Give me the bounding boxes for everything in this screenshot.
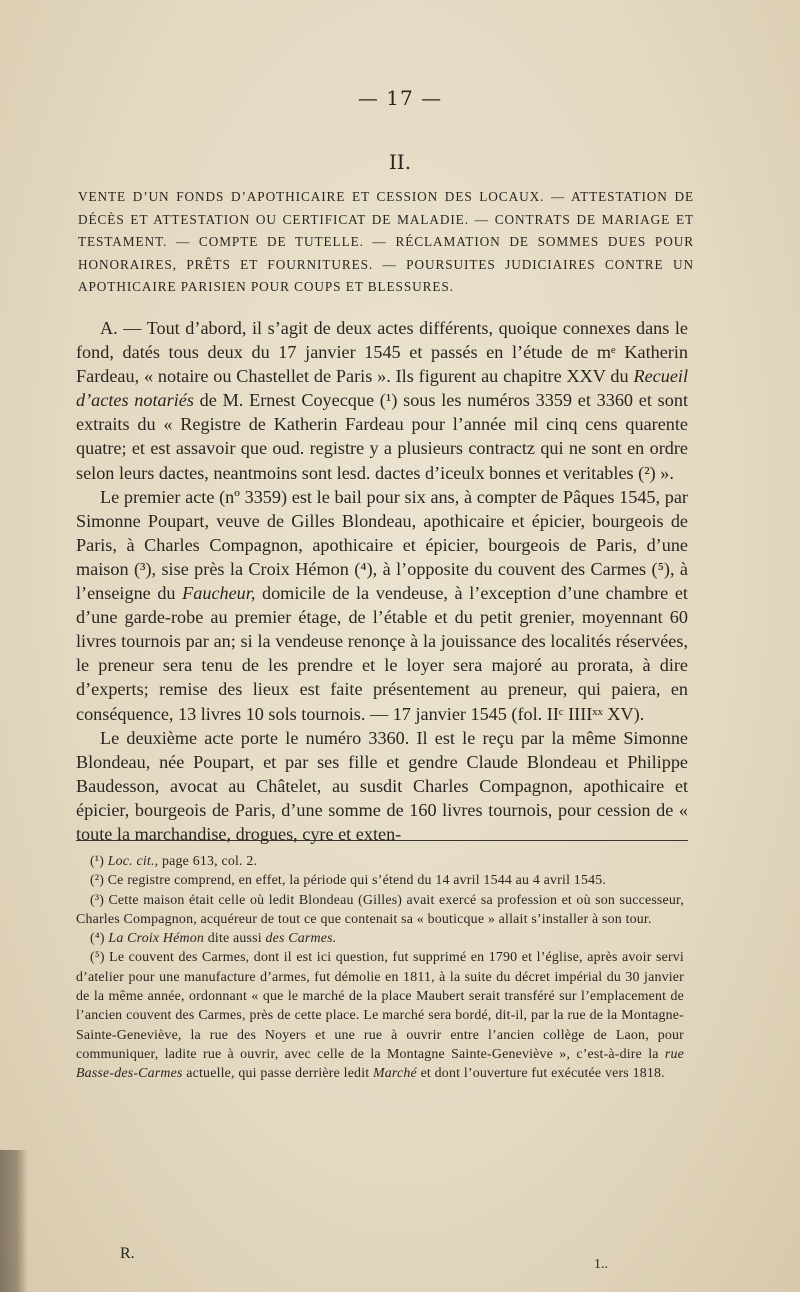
section-summary: VENTE D’UN FONDS D’APOTHICAIRE ET CESSION DES LOCAUX. — ATTESTATION DE DÉCÈS ET ATTESTATION OU CERTIFICAT DE MALADIE. — CONTRATS DE MARIAGE ET TESTAMENT. — COMPTE DE TUTELLE. — RÉCLAMATION DE SOMMES DUES POUR HONORAIRES, PRÊTS ET FOURNITURES. — POURSUITES JUDICIAIRES CONTRE UN APOTHICAIRE PARISIEN POUR COUPS ET BLESSURES. [78, 189, 694, 294]
footnote: (²) Ce registre comprend, en effet, la période qui s’étend du 14 avril 1544 au 4 avril 1545. [90, 873, 607, 889]
footnote: (³) Cette maison était celle où ledit Blondeau (Gilles) avait exercé sa profession et où son successeur, Charles Compagnon, acquéreur de tout ce que contenait sa « bouticque » allait s’installer à son tour. [76, 892, 684, 927]
page-number: — 17 — [357, 86, 443, 110]
main-text [76, 316, 688, 846]
paragraph: Le deuxième acte porte le numéro 3360. Il est le reçu par la même Simonne Blondeau, née Poupart, et par ses fille et gendre Claude Blondeau et Philippe Baudesson, avocat au Châtelet, au susdit Charles Compagnon, apothicaire et épicier, bourgeois de Paris, d’une somme de 160 livres tournois, pour cession de « toute la marchandise, drogues, cyre et exten- [76, 727, 688, 844]
footnote-divider [76, 840, 688, 841]
footnote: (⁴) La Croix Hémon dite aussi des Carmes. [90, 931, 337, 947]
binding-shadow [0, 1150, 28, 1292]
gathering-mark: 1.. [594, 1257, 608, 1272]
footnote: (⁵) Le couvent des Carmes, dont il est ici question, fut supprimé en 1790 et l’église, après avoir servi d’atelier pour une manufacture d’armes, fut démolie en 1811, à la suite du décret impérial du 30 janvier de la même année, ordonnant « que le marché de la place Maubert serait transféré sur l’emplacement de l’ancien couvent des Carmes, près de cette place. Le marché sera bordé, dit-il, par la rue de la Montagne-Sainte-Geneviève, la rue des Noyers et une rue à ouvrir entre l’ancien collège de Laon, pour communiquer, ladite rue à ouvrir, avec celle de la Montagne Sainte-Geneviève », c’est-à-dire la rue Basse-des-Carmes actuelle, qui passe derrière ledit Marché et dont l’ouverture fut exécutée vers 1818. [76, 950, 684, 1082]
footnote: (¹) Loc. cit., page 613, col. 2. [90, 854, 258, 869]
footnotes [76, 852, 684, 1084]
signature-mark: R. [120, 1245, 135, 1262]
paragraph: A. — Tout d’abord, il s’agit de deux actes différents, quoique connexes dans le fond, datés tous deux du 17 janvier 1545 et passés en l’étude de mᵉ Katherin Fardeau, « notaire ou Chastellet de Paris ». Ils figurent au chapitre XXV du Recueil d’actes notariés de M. Ernest Coyecque (¹) sous les numéros 3359 et 3360 et sont extraits du « Registre de Katherin Fardeau pour l’année mil cinq cens quarente quatre; et est assavoir que oud. registre y a plusieurs contractz qui ne sont en ordre selon leurs dactes, neantmoins sont lesd. dactes d’iceulx bonnes et veritables (²) ». [76, 318, 688, 483]
paragraph: Le premier acte (nº 3359) est le bail pour six ans, à compter de Pâques 1545, par Simonne Poupart, veuve de Gilles Blondeau, apothicaire et épicier, bourgeois de Paris, à Charles Compagnon, apothicaire et épicier, bourgeois de Paris, d’une maison (³), sise près la Croix Hémon (⁴), à l’opposite du couvent des Carmes (⁵), à l’enseigne du Faucheur, domicile de la vendeuse, à l’exception d’une chambre et d’une garde-robe au premier étage, de l’étable et du petit grenier, moyennant 60 livres tournois par an; si la vendeuse renonçe à la jouissance des localités réservées, le preneur sera tenu de les prendre et le loyer sera majoré au prorata, à dire d’experts; remise des lieux est faite présentement au preneur, qui paiera, en conséquence, 13 livres 10 sols tournois. — 17 janvier 1545 (fol. IIᶜ IIIIˣˣ XV). [76, 486, 688, 724]
section-heading: II. [388, 150, 412, 174]
